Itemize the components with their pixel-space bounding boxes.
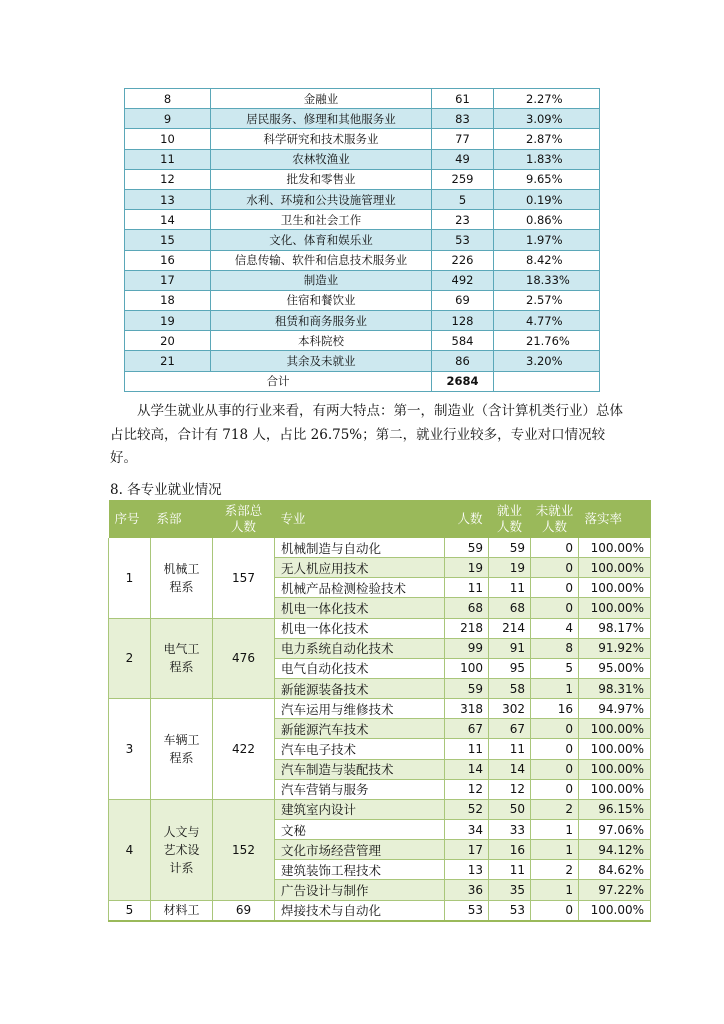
major-unemployed: 0 [531, 558, 579, 578]
major-rate: 100.00% [579, 719, 651, 739]
major-employed: 58 [489, 678, 531, 698]
major-unemployed: 2 [531, 860, 579, 880]
industry-name: 住宿和餐饮业 [211, 290, 432, 310]
major-row [109, 618, 651, 638]
industry-name: 批发和零售业 [211, 169, 432, 189]
major-unemployed: 0 [531, 538, 579, 558]
major-rate: 100.00% [579, 598, 651, 618]
major-name: 无人机应用技术 [275, 558, 445, 578]
industry-name: 水利、环境和公共设施管理业 [211, 189, 432, 209]
major-rate: 95.00% [579, 658, 651, 678]
major-unemployed: 1 [531, 678, 579, 698]
group-total: 69 [213, 900, 275, 921]
header-employed-text: 就业人数 [496, 503, 522, 534]
major-unemployed: 16 [531, 699, 579, 719]
major-name: 汽车制造与装配技术 [275, 759, 445, 779]
industry-percent: 3.09% [494, 109, 600, 129]
industry-row [125, 351, 600, 371]
major-count: 19 [445, 558, 489, 578]
major-unemployed: 4 [531, 618, 579, 638]
major-name: 广告设计与制作 [275, 880, 445, 900]
major-name: 文化市场经营管理 [275, 840, 445, 860]
industry-count: 584 [432, 331, 494, 351]
major-employed: 35 [489, 880, 531, 900]
major-rate: 100.00% [579, 538, 651, 558]
group-number: 5 [109, 900, 151, 921]
group-total: 152 [213, 799, 275, 900]
major-count: 11 [445, 578, 489, 598]
major-employed: 11 [489, 739, 531, 759]
row-number: 11 [125, 149, 211, 169]
major-employed: 14 [489, 759, 531, 779]
industry-row [125, 210, 600, 230]
row-number: 21 [125, 351, 211, 371]
major-unemployed: 1 [531, 880, 579, 900]
major-count: 53 [445, 900, 489, 921]
industry-count: 49 [432, 149, 494, 169]
industry-row [125, 189, 600, 209]
major-rate: 96.15% [579, 799, 651, 819]
industry-count: 61 [432, 89, 494, 109]
major-count: 11 [445, 739, 489, 759]
industry-row [125, 290, 600, 310]
header-employed [489, 500, 531, 538]
major-name: 电气自动化技术 [275, 658, 445, 678]
major-employed: 16 [489, 840, 531, 860]
row-number: 13 [125, 189, 211, 209]
industry-row [125, 250, 600, 270]
industry-percent: 0.86% [494, 210, 600, 230]
major-name: 机械产品检测检验技术 [275, 578, 445, 598]
major-name: 建筑装饰工程技术 [275, 860, 445, 880]
major-unemployed: 0 [531, 598, 579, 618]
major-name: 新能源装备技术 [275, 678, 445, 698]
major-name: 汽车电子技术 [275, 739, 445, 759]
major-unemployed: 0 [531, 779, 579, 799]
major-count: 52 [445, 799, 489, 819]
header-no: 序号 [109, 500, 151, 538]
row-number: 8 [125, 89, 211, 109]
major-count: 59 [445, 678, 489, 698]
industry-name: 农林牧渔业 [211, 149, 432, 169]
major-employed: 91 [489, 638, 531, 658]
major-rate: 98.31% [579, 678, 651, 698]
industry-count: 83 [432, 109, 494, 129]
major-name: 文秘 [275, 819, 445, 839]
major-row [109, 538, 651, 558]
row-number: 20 [125, 331, 211, 351]
group-number: 4 [109, 799, 151, 900]
industry-row [125, 270, 600, 290]
group-total: 422 [213, 699, 275, 800]
row-number: 12 [125, 169, 211, 189]
industry-count: 128 [432, 311, 494, 331]
major-employed: 68 [489, 598, 531, 618]
industry-count: 53 [432, 230, 494, 250]
group-dept-text: 电气工程系 [163, 642, 200, 675]
industry-name: 卫生和社会工作 [211, 210, 432, 230]
major-rate: 94.97% [579, 699, 651, 719]
major-rate: 100.00% [579, 900, 651, 921]
major-rate: 98.17% [579, 618, 651, 638]
header-unemployed [531, 500, 579, 538]
major-unemployed: 8 [531, 638, 579, 658]
major-unemployed: 5 [531, 658, 579, 678]
major-employment-table [108, 500, 651, 922]
major-count: 17 [445, 840, 489, 860]
industry-row [125, 230, 600, 250]
major-count: 59 [445, 538, 489, 558]
major-employed: 95 [489, 658, 531, 678]
major-rate: 97.22% [579, 880, 651, 900]
major-name: 机电一体化技术 [275, 598, 445, 618]
major-employed: 11 [489, 860, 531, 880]
major-rate: 100.00% [579, 779, 651, 799]
major-rate: 94.12% [579, 840, 651, 860]
header-dept-total [213, 500, 275, 538]
row-number: 14 [125, 210, 211, 230]
major-count: 12 [445, 779, 489, 799]
industry-name: 信息传输、软件和信息技术服务业 [211, 250, 432, 270]
group-dept [151, 618, 213, 699]
major-count: 13 [445, 860, 489, 880]
industry-row [125, 129, 600, 149]
paragraph-text: 从学生就业从事的行业来看，有两大特点：第一，制造业（含计算机类行业）总体占比较高，合计有 718 人，占比 26.75%；第二，就业行业较多，专业对口情况较好。 [110, 403, 623, 466]
industry-percent: 9.65% [494, 169, 600, 189]
major-rate: 91.92% [579, 638, 651, 658]
header-rate: 落实率 [579, 500, 651, 538]
total-percent [494, 371, 600, 391]
group-dept [151, 699, 213, 800]
major-unemployed: 0 [531, 759, 579, 779]
major-row [109, 799, 651, 819]
major-employed: 11 [489, 578, 531, 598]
header-unemployed-text: 未就业人数 [535, 503, 574, 534]
major-unemployed: 0 [531, 900, 579, 921]
major-employed: 12 [489, 779, 531, 799]
major-employed: 59 [489, 538, 531, 558]
major-count: 34 [445, 819, 489, 839]
major-employed: 19 [489, 558, 531, 578]
major-count: 99 [445, 638, 489, 658]
industry-row [125, 169, 600, 189]
group-number: 2 [109, 618, 151, 699]
row-number: 16 [125, 250, 211, 270]
major-count: 36 [445, 880, 489, 900]
industry-percent: 2.27% [494, 89, 600, 109]
major-name: 新能源汽车技术 [275, 719, 445, 739]
major-employed: 33 [489, 819, 531, 839]
row-number: 19 [125, 311, 211, 331]
major-employed: 50 [489, 799, 531, 819]
industry-count: 492 [432, 270, 494, 290]
industry-name: 制造业 [211, 270, 432, 290]
major-rate: 100.00% [579, 578, 651, 598]
industry-row [125, 149, 600, 169]
header-major: 专业 [275, 500, 445, 538]
major-count: 14 [445, 759, 489, 779]
major-name: 建筑室内设计 [275, 799, 445, 819]
group-dept-text: 材料工 [163, 903, 200, 918]
major-employed: 53 [489, 900, 531, 921]
header-dept-total-text: 系部总人数 [224, 503, 263, 534]
industry-percent: 0.19% [494, 189, 600, 209]
section-heading: 8. 各专业就业情况 [110, 482, 222, 498]
row-number: 17 [125, 270, 211, 290]
major-name: 汽车营销与服务 [275, 779, 445, 799]
major-count: 318 [445, 699, 489, 719]
major-rate: 100.00% [579, 739, 651, 759]
major-count: 100 [445, 658, 489, 678]
group-number: 3 [109, 699, 151, 800]
major-name: 汽车运用与维修技术 [275, 699, 445, 719]
group-dept-text: 机械工程系 [163, 561, 200, 594]
major-row [109, 699, 651, 719]
major-count: 218 [445, 618, 489, 638]
row-number: 9 [125, 109, 211, 129]
industry-row [125, 109, 600, 129]
major-count: 67 [445, 719, 489, 739]
group-number: 1 [109, 538, 151, 618]
industry-table [124, 88, 600, 392]
major-rate: 100.00% [579, 759, 651, 779]
major-employed: 67 [489, 719, 531, 739]
industry-percent: 2.87% [494, 129, 600, 149]
industry-name: 科学研究和技术服务业 [211, 129, 432, 149]
header-count: 人数 [445, 500, 489, 538]
industry-count: 226 [432, 250, 494, 270]
major-unemployed: 1 [531, 840, 579, 860]
group-dept [151, 900, 213, 921]
industry-count: 5 [432, 189, 494, 209]
major-rate: 84.62% [579, 860, 651, 880]
industry-count: 259 [432, 169, 494, 189]
major-unemployed: 1 [531, 819, 579, 839]
industry-name: 居民服务、修理和其他服务业 [211, 109, 432, 129]
group-dept [151, 799, 213, 900]
major-name: 电力系统自动化技术 [275, 638, 445, 658]
major-unemployed: 2 [531, 799, 579, 819]
major-unemployed: 0 [531, 739, 579, 759]
group-dept-text: 人文与艺术设计系 [163, 824, 200, 875]
major-count: 68 [445, 598, 489, 618]
major-unemployed: 0 [531, 719, 579, 739]
major-name: 机械制造与自动化 [275, 538, 445, 558]
analysis-paragraph [110, 400, 630, 471]
major-row [109, 900, 651, 921]
group-dept-text: 车辆工程系 [163, 732, 200, 765]
major-rate: 100.00% [579, 558, 651, 578]
industry-name: 其余及未就业 [211, 351, 432, 371]
header-dept: 系部 [151, 500, 213, 538]
total-label: 合计 [125, 371, 432, 391]
group-total: 476 [213, 618, 275, 699]
group-dept [151, 538, 213, 618]
industry-percent: 1.97% [494, 230, 600, 250]
group-total: 157 [213, 538, 275, 618]
industry-percent: 4.77% [494, 311, 600, 331]
header-row [109, 500, 651, 538]
industry-count: 86 [432, 351, 494, 371]
major-unemployed: 0 [531, 578, 579, 598]
industry-row [125, 311, 600, 331]
row-number: 10 [125, 129, 211, 149]
industry-row [125, 89, 600, 109]
total-value: 2684 [432, 371, 494, 391]
major-name: 机电一体化技术 [275, 618, 445, 638]
row-number: 15 [125, 230, 211, 250]
industry-name: 本科院校 [211, 331, 432, 351]
industry-count: 69 [432, 290, 494, 310]
industry-percent: 1.83% [494, 149, 600, 169]
industry-name: 文化、体育和娱乐业 [211, 230, 432, 250]
major-rate: 97.06% [579, 819, 651, 839]
major-employed: 302 [489, 699, 531, 719]
industry-percent: 8.42% [494, 250, 600, 270]
industry-percent: 2.57% [494, 290, 600, 310]
major-employed: 214 [489, 618, 531, 638]
industry-name: 租赁和商务服务业 [211, 311, 432, 331]
industry-name: 金融业 [211, 89, 432, 109]
industry-percent: 18.33% [494, 270, 600, 290]
industry-row [125, 331, 600, 351]
industry-percent: 21.76% [494, 331, 600, 351]
industry-count: 23 [432, 210, 494, 230]
major-name: 焊接技术与自动化 [275, 900, 445, 921]
industry-percent: 3.20% [494, 351, 600, 371]
industry-count: 77 [432, 129, 494, 149]
total-row [125, 371, 600, 391]
row-number: 18 [125, 290, 211, 310]
